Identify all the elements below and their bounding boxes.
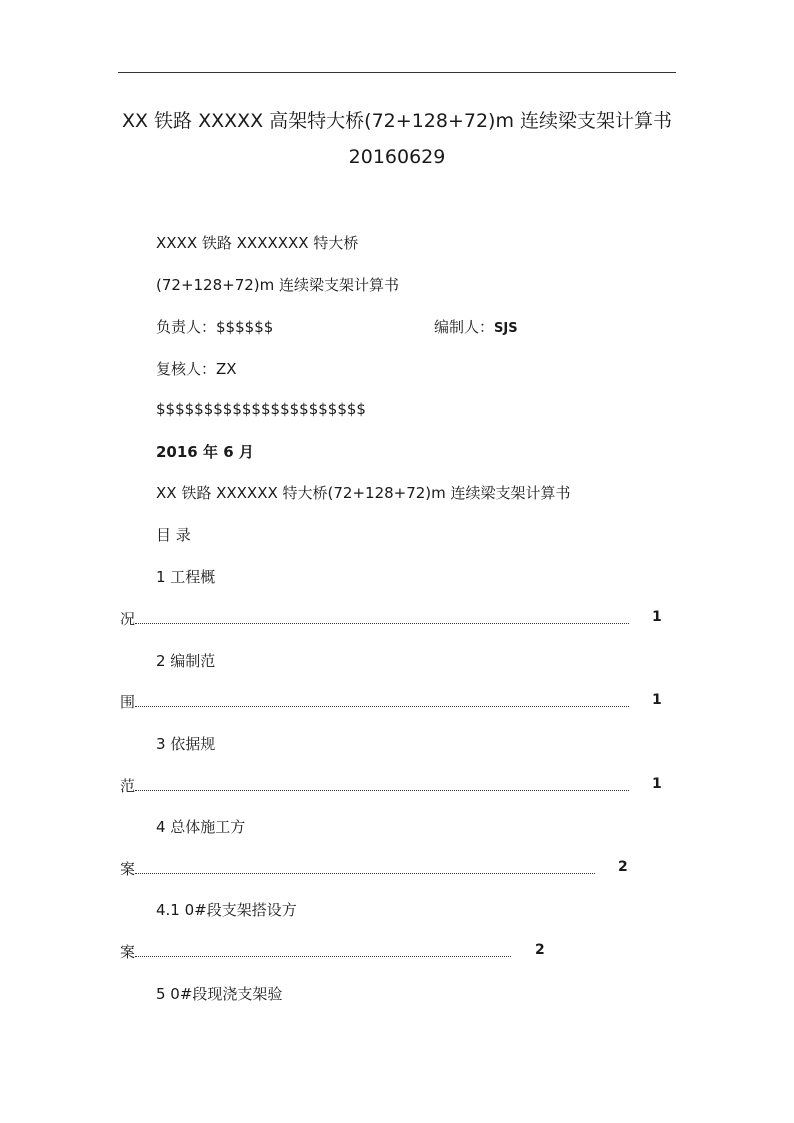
responsible-value: $$$$$$: [216, 318, 274, 336]
toc-entry-label: 4 总体施工方: [156, 818, 246, 836]
header-rule: [118, 72, 676, 73]
responsible-label: 负责人：: [156, 318, 217, 336]
toc-heading: 目 录: [156, 526, 191, 544]
reviewer-person: [156, 358, 237, 379]
document-date-code: 20160629: [348, 146, 446, 168]
report-name: (72+128+72)m 连续梁支架计算书: [156, 276, 400, 294]
toc-dot-leader: [135, 872, 595, 874]
responsible-person: [156, 316, 273, 337]
toc-entry-leader: [120, 941, 514, 962]
toc-entry-label: 3 依据规: [156, 735, 216, 753]
report-date: 2016 年 6 月: [156, 443, 254, 461]
toc-entry-leader: [120, 858, 598, 879]
toc-entry-tail: 范: [120, 777, 136, 795]
toc-dot-leader: [135, 622, 629, 624]
toc-entry-leader: [120, 775, 632, 796]
toc-entry-label: 4.1 0#段支架搭设方: [156, 901, 297, 919]
company-name: $$$$$$$$$$$$$$$$$$$$$$: [156, 400, 366, 418]
document-title: XX 铁路 XXXXX 高架特大桥(72+128+72)m 连续梁支架计算书: [121, 110, 673, 132]
toc-page-number: 1: [652, 609, 662, 625]
toc-entry-label: 2 编制范: [156, 652, 216, 670]
toc-page-number: 2: [535, 942, 545, 958]
toc-entry-tail: 围: [120, 693, 136, 711]
toc-entry-tail: 案: [120, 860, 136, 878]
toc-page-number: 1: [652, 776, 662, 792]
toc-entry-tail: 况: [120, 610, 136, 628]
toc-dot-leader: [135, 955, 511, 957]
toc-entry-label: 5 0#段现浇支架验: [156, 985, 283, 1003]
editor-label: 编制人：: [434, 318, 495, 336]
reviewer-value: ZX: [216, 360, 237, 378]
toc-entry-tail: 案: [120, 943, 136, 961]
toc-page-number: 1: [652, 692, 662, 708]
toc-entry-label: 1 工程概: [156, 568, 216, 586]
project-name: XXXX 铁路 XXXXXXX 特大桥: [156, 234, 359, 252]
toc-dot-leader: [135, 789, 629, 791]
toc-entry-leader: [120, 608, 632, 629]
repeat-title: XX 铁路 XXXXXX 特大桥(72+128+72)m 连续梁支架计算书: [156, 484, 571, 502]
toc-entry-leader: [120, 691, 632, 712]
reviewer-label: 复核人：: [156, 360, 217, 378]
editor-value: SJS: [494, 321, 518, 336]
editor-person: [434, 316, 518, 337]
toc-dot-leader: [135, 705, 629, 707]
toc-page-number: 2: [618, 859, 628, 875]
